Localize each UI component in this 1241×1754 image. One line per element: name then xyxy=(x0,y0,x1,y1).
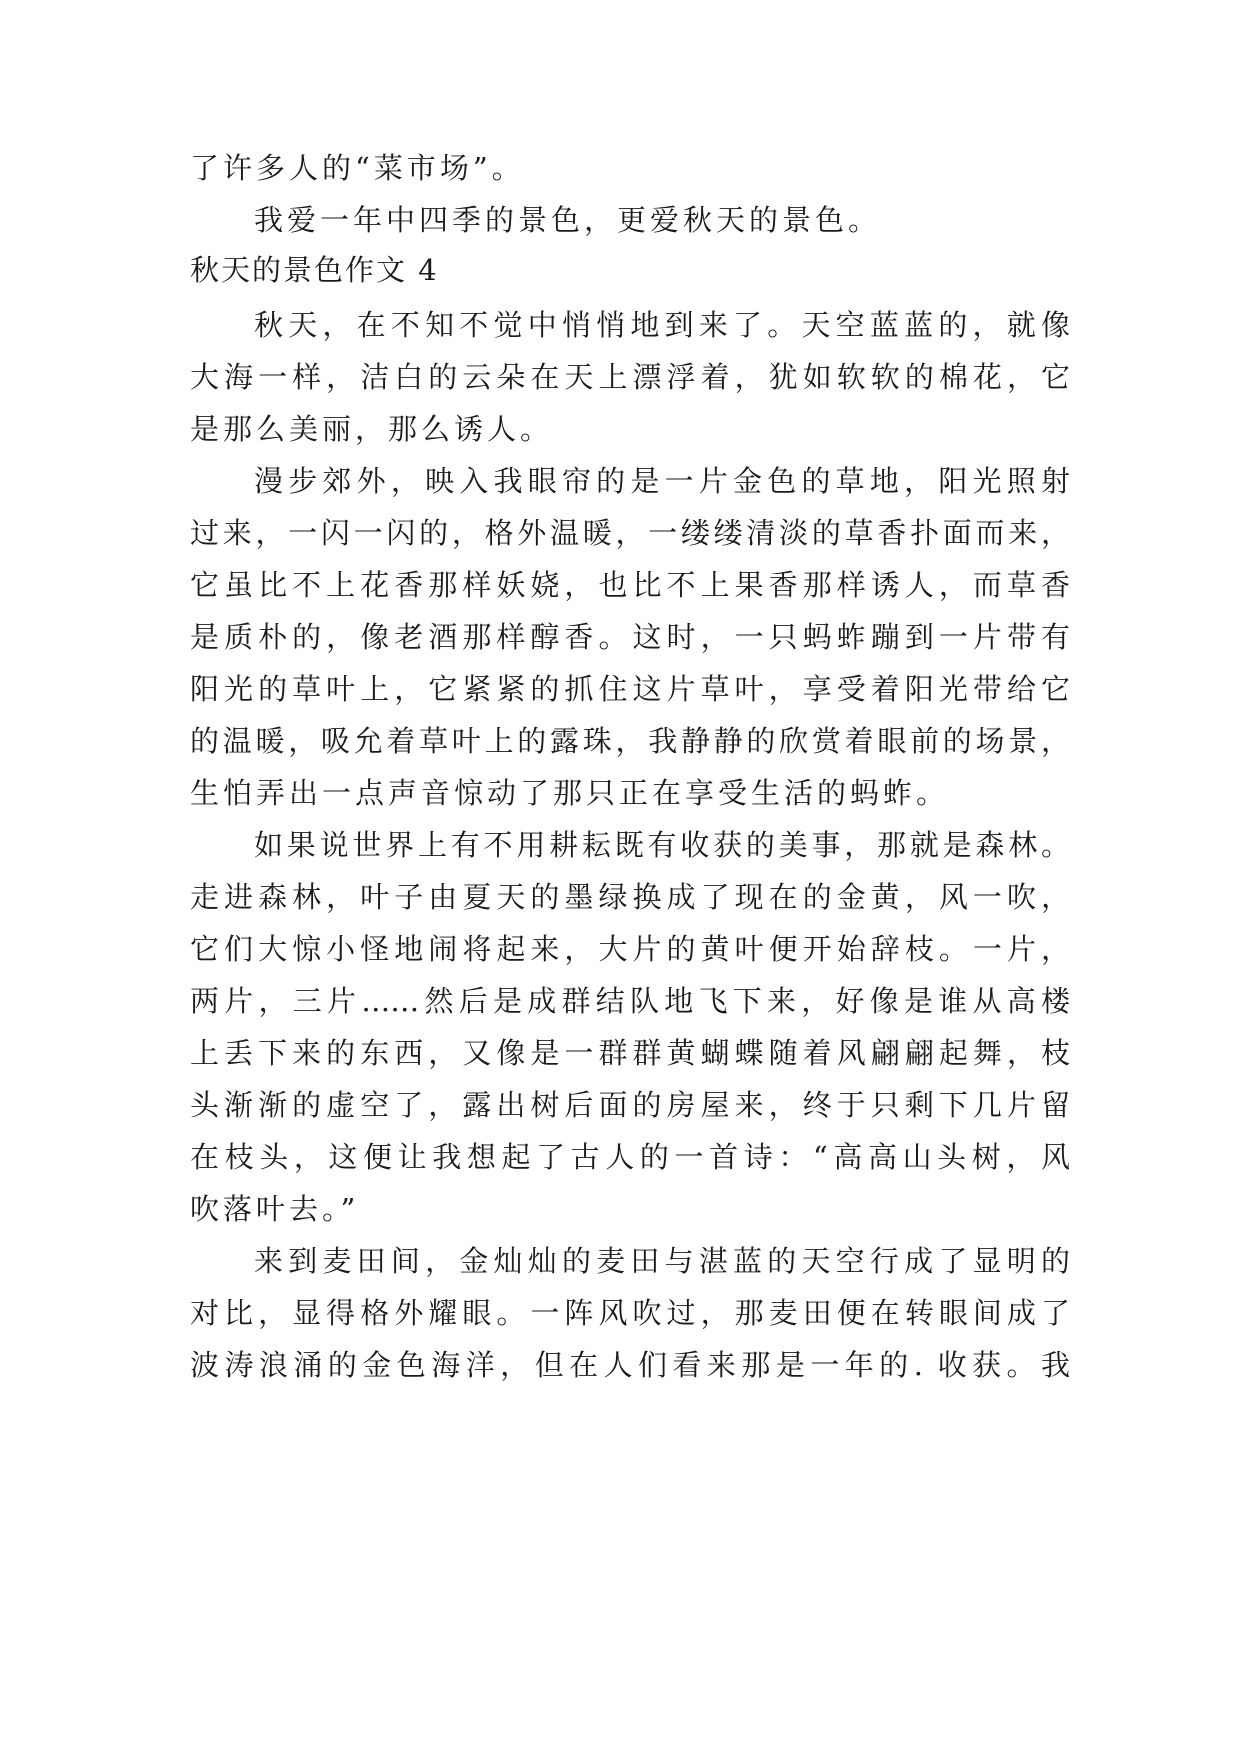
text-line: 了许多人的“菜市场”。 xyxy=(190,151,525,185)
paragraph-line: 上丢下来的东西，又像是一群群黄蝴蝶随着风翩翩起舞，枝 xyxy=(190,1036,1070,1070)
paragraph-line: 它虽比不上花香那样妖娆，也比不上果香那样诱人，而草香 xyxy=(190,568,1070,602)
paragraph-line: 我爱一年中四季的景色，更爱秋天的景色。 xyxy=(254,203,882,237)
paragraph-line: 大海一样，洁白的云朵在天上漂浮着，犹如软软的棉花，它 xyxy=(190,360,1070,394)
section-heading: 秋天的景色作文 4 xyxy=(190,253,439,287)
paragraph-line: 波涛浪涌的金色海洋，但在人们看来那是一年的. 收获。我 xyxy=(190,1348,1070,1382)
paragraph-line: 在枝头，这便让我想起了古人的一首诗：“高高山头树，风 xyxy=(190,1140,1070,1174)
paragraph-line: 秋天，在不知不觉中悄悄地到来了。天空蓝蓝的，就像 xyxy=(254,308,1070,342)
paragraph-line: 阳光的草叶上，它紧紧的抓住这片草叶，享受着阳光带给它 xyxy=(190,672,1070,706)
paragraph-line: 如果说世界上有不用耕耘既有收获的美事，那就是森林。 xyxy=(254,828,1070,862)
paragraph-line: 来到麦田间，金灿灿的麦田与湛蓝的天空行成了显明的 xyxy=(254,1244,1070,1278)
paragraph-line: 它们大惊小怪地闹将起来，大片的黄叶便开始辞枝。一片， xyxy=(190,932,1070,966)
paragraph-line: 对比，显得格外耀眼。一阵风吹过，那麦田便在转眼间成了 xyxy=(190,1296,1070,1330)
paragraph-line: 吹落叶去。” xyxy=(190,1192,360,1226)
paragraph-line: 走进森林，叶子由夏天的墨绿换成了现在的金黄，风一吹， xyxy=(190,880,1070,914)
paragraph-line: 漫步郊外，映入我眼帘的是一片金色的草地，阳光照射 xyxy=(254,464,1070,498)
paragraph-line: 两片，三片……然后是成群结队地飞下来，好像是谁从高楼 xyxy=(190,984,1070,1018)
paragraph-line: 头渐渐的虚空了，露出树后面的房屋来，终于只剩下几片留 xyxy=(190,1088,1070,1122)
paragraph-line: 的温暖，吸允着草叶上的露珠，我静静的欣赏着眼前的场景， xyxy=(190,724,1070,758)
paragraph-line: 是那么美丽，那么诱人。 xyxy=(190,412,554,446)
paragraph-line: 过来，一闪一闪的，格外温暖，一缕缕清淡的草香扑面而来， xyxy=(190,516,1070,550)
paragraph-line: 是质朴的，像老酒那样醇香。这时，一只蚂蚱蹦到一片带有 xyxy=(190,620,1070,654)
paragraph-line: 生怕弄出一点声音惊动了那只正在享受生活的蚂蚱。 xyxy=(190,776,950,810)
